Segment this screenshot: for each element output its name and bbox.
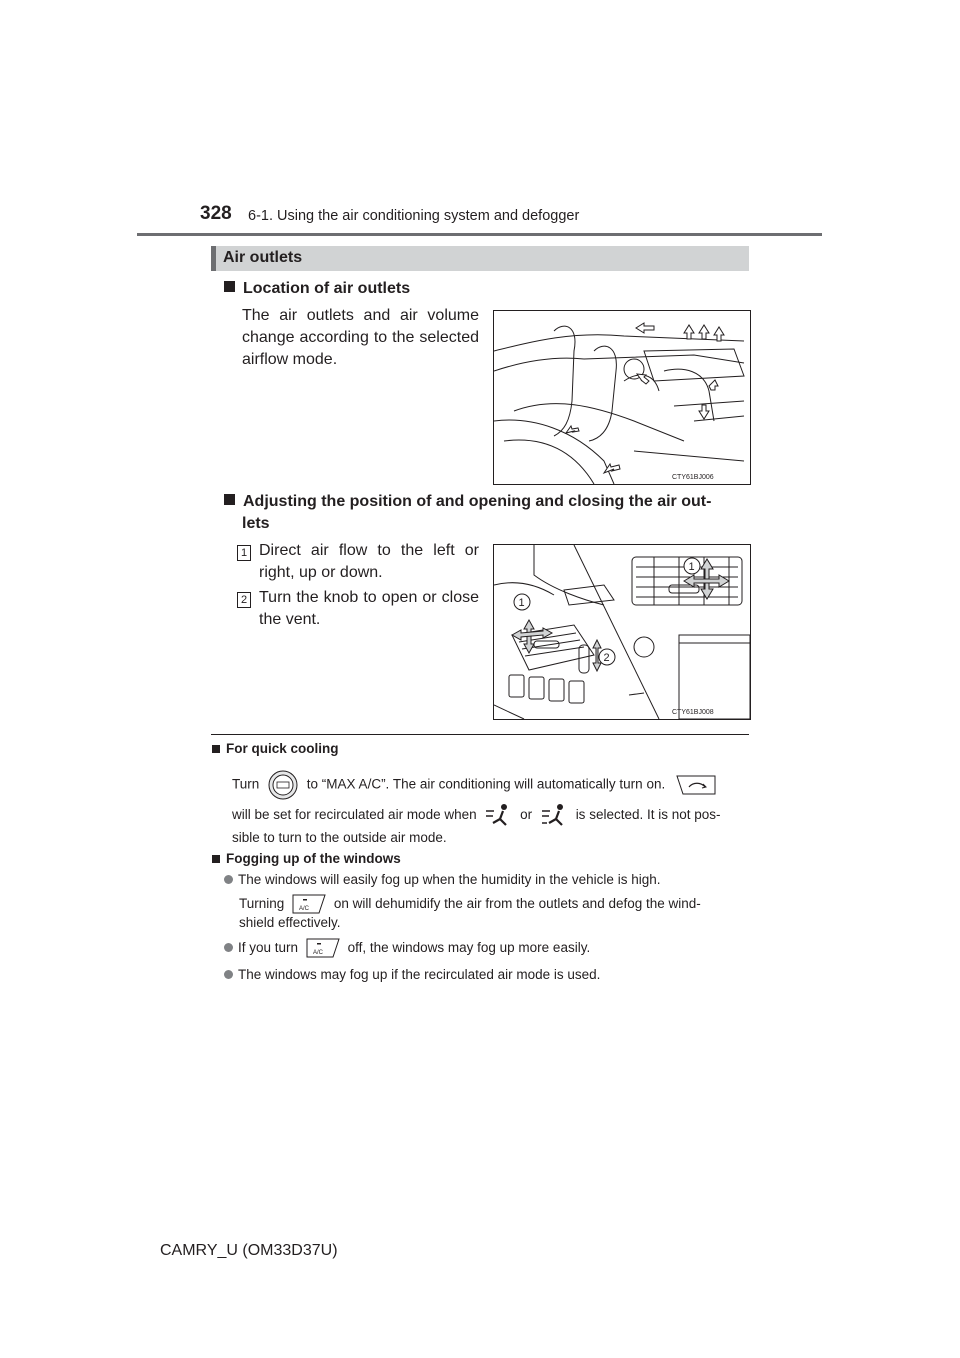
section-title: Air outlets [223, 249, 303, 266]
square-bullet-icon [224, 494, 235, 505]
callout-1-lower: 1 [518, 597, 525, 609]
section-accent [211, 246, 216, 271]
bi-level-airflow-icon [540, 803, 568, 827]
notes-divider [211, 734, 749, 735]
adjusting-heading: Adjusting the position of and opening and closing the air out- lets [224, 491, 749, 535]
fogging-bullet-3: The windows may fog up if the recirculated air mode is used. [224, 963, 600, 986]
fogging-bullet-1-line-3: shield effectively. [239, 915, 341, 930]
square-bullet-icon [224, 281, 235, 292]
vent-illustration [494, 545, 750, 719]
chapter-title: 6-1. Using the air conditioning system and defogger [248, 208, 580, 224]
quick-cooling-line-3: sible to turn to the outside air mode. [232, 830, 447, 845]
ac-button-icon [305, 937, 341, 959]
footer-model-code: CAMRY_U (OM33D37U) [160, 1242, 338, 1259]
step-text-1: Direct air flow to the left or right, up or down. [259, 542, 479, 581]
figure-vent-adjust [493, 544, 751, 720]
quick-cooling-line-2: will be set for recirculated air mode when or is selected. It is not pos- [232, 803, 752, 827]
square-bullet-icon [212, 855, 220, 863]
interior-illustration [494, 311, 750, 484]
square-bullet-icon [212, 745, 220, 753]
section-bar [211, 246, 749, 271]
callout-2: 2 [603, 652, 610, 664]
fogging-heading: Fogging up of the windows [212, 851, 401, 866]
figure-code-2: CTY61BJ008 [672, 709, 714, 716]
fogging-bullet-2: If you turn A/C off, the windows may fog up more easily. [224, 936, 590, 959]
location-heading: Location of air outlets [224, 280, 410, 298]
quick-cooling-heading: For quick cooling [212, 741, 339, 756]
ac-label: A/C [312, 950, 323, 957]
step-number-2: 2 [237, 592, 251, 608]
page-number: 328 [200, 203, 232, 224]
temperature-knob-icon [267, 769, 299, 801]
face-airflow-icon [484, 803, 512, 827]
bullet-icon [224, 970, 233, 979]
figure-interior-outlets [493, 310, 751, 485]
step-text-2: Turn the knob to open or close the vent. [259, 589, 479, 628]
quick-cooling-line-1: Turn to “MAX A/C”. The air conditioning will automatically turn on. [232, 769, 752, 801]
header-rule [137, 233, 822, 236]
figure-code-1: CTY61BJ006 [672, 474, 714, 481]
callout-1-upper: 1 [688, 561, 695, 573]
bullet-icon [224, 943, 233, 952]
recirculation-button-icon [675, 774, 717, 796]
ac-label: A/C [299, 906, 310, 913]
fogging-bullet-1-line-2: Turning A/C on will dehumidify the air from the outlets and defog the wind- [239, 892, 749, 915]
step-number-1: 1 [237, 545, 251, 561]
fogging-bullet-1-line-1: The windows will easily fog up when the humidity in the vehicle is high. [224, 868, 748, 891]
location-text: The air outlets and air volume change according to the selected airflow mode. [242, 307, 479, 368]
bullet-icon [224, 875, 233, 884]
